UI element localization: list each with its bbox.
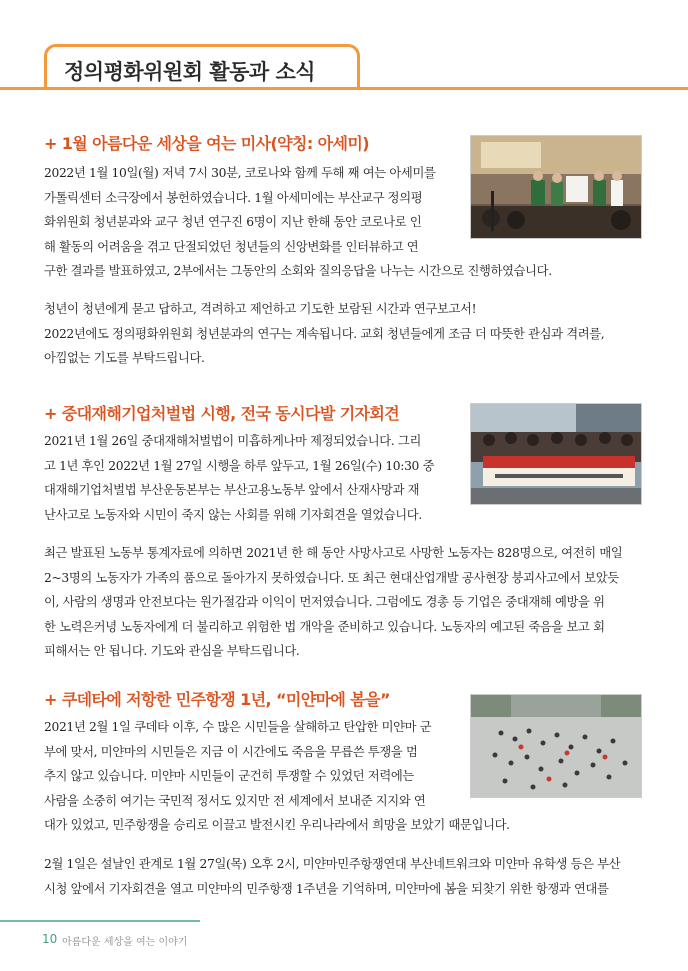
text-line: 사람을 소중히 여기는 국민적 정서도 있지만 전 세계에서 보내준 지지와 연: [44, 793, 426, 808]
text-line: 2022년 1월 10일(월) 저녁 7시 30분, 코로나와 함께 두해 째 여는 아세미를: [44, 166, 436, 180]
text-line: 고 1년 후인 2022년 1월 27일 시행을 하루 앞두고, 1월 26일(수) 10:30 중: [44, 458, 435, 473]
text-line: 구한 결과를 발표하였고, 2부에서는 그동안의 소회와 질의응답을 나누는 시간으로 진행하였습니다.: [44, 264, 552, 278]
footer-publication-title: 아름다운 세상을 여는 이야기: [62, 937, 188, 948]
section-heading-serious-accidents: + 중대재해기업처벌법 시행, 전국 동시다발 기자회견: [44, 404, 400, 423]
text-line: 한 노력은커녕 노동자에게 더 불리하고 위험한 법 개악을 준비하고 있습니다. 노동자의 예고된 죽음을 보고 회: [44, 619, 605, 634]
page-number: 10: [42, 932, 58, 946]
text-line: 2021년 1월 26일 중대재해처벌법이 미흡하게나마 제정되었습니다. 그리: [44, 434, 421, 448]
text-line: 2021년 2월 1일 쿠데타 이후, 수 많은 시민들을 살해하고 탄압한 미얀마 군: [44, 720, 432, 734]
paragraph: [44, 852, 620, 901]
paragraph: [44, 297, 604, 371]
title-underline: [0, 87, 688, 90]
section-heading-asemi: [44, 131, 369, 154]
text-line: 아낌없는 기도를 부탁드립니다.: [44, 351, 205, 365]
heading-main: + 1월 아름다운 세상을 여는 미사: [44, 134, 271, 153]
photo-asemi-mass: [470, 135, 642, 239]
text-line: 대가 있었고, 민주항쟁을 승리로 이끌고 발전시킨 우리나라에서 희망을 보았기 때문입니다.: [44, 818, 510, 832]
page-title: 정의평화위원회 활동과 소식: [64, 60, 316, 84]
text-line: 해 활동의 어려움을 겪고 단절되었던 청년들의 신앙변화를 인터뷰하고 연: [44, 239, 419, 254]
section-heading-myanmar: + 쿠데타에 저항한 민주항쟁 1년, “미얀마에 봄을”: [44, 690, 390, 709]
photo-press-conference: [470, 403, 642, 505]
text-line: 2월 1일은 설날인 관계로 1월 27일(목) 오후 2시, 미얀마민주항쟁연대 부산네트워크와 미얀마 유학생 등은 부산: [44, 857, 621, 871]
text-line: 추지 않고 있습니다. 미얀마 시민들이 군건히 투쟁할 수 있었던 저력에는: [44, 769, 414, 783]
footer-rule: [0, 920, 200, 922]
text-line: 2022년에도 정의평화위원회 청년분과의 연구는 계속됩니다. 교회 청년들에게 조금 더 따뜻한 관심과 격려를,: [44, 326, 605, 341]
photo-myanmar-rally: [470, 694, 642, 798]
text-line: 이, 사람의 생명과 안전보다는 원가절감과 이익이 먼저였습니다. 그럼에도 경총 등 기업은 중대재해 예방을 위: [44, 595, 605, 609]
text-line: 최근 발표된 노동부 통계자료에 의하면 2021년 한 해 동안 사망사고로 사망한 노동자는 828명으로, 여전히 매일: [44, 546, 623, 560]
paragraph: [44, 715, 510, 838]
text-line: 가톨릭센터 소극장에서 봉헌하였습니다. 1월 아세미에는 부산교구 정의평: [44, 190, 423, 205]
text-line: 난사고로 노동자와 시민이 죽지 않는 사회를 위해 기자회견을 열었습니다.: [44, 507, 422, 522]
paragraph: [44, 429, 434, 527]
text-line: 2~3명의 노동자가 가족의 품으로 돌아가지 못하였습니다. 또 최근 현대산업개발 공사현장 붕괴사고에서 보았듯: [44, 570, 619, 585]
heading-sub: (약칭: 아세미): [270, 134, 369, 153]
text-line: 부에 맞서, 미얀마의 시민들은 지금 이 시간에도 죽음을 무릅쓴 투쟁을 멈: [44, 744, 418, 759]
text-line: 피해서는 안 됩니다. 기도와 관심을 부탁드립니다.: [44, 644, 300, 658]
paragraph: [44, 541, 622, 664]
text-line: 대재해기업처벌법 부산운동본부는 부산고용노동부 앞에서 산재사망과 재: [44, 483, 420, 497]
text-line: 청년이 청년에게 묻고 답하고, 격려하고 제언하고 기도한 보람된 시간과 연구보고서!: [44, 302, 477, 316]
text-line: 화위원회 청년분과와 교구 청년 연구진 6명이 지난 한해 동안 코로나로 인: [44, 215, 422, 229]
text-line: 시청 앞에서 기자회견을 열고 미얀마의 민주항쟁 1주년을 기억하며, 미얀마에 봄을 되찾기 위한 항쟁과 연대를: [44, 881, 609, 896]
